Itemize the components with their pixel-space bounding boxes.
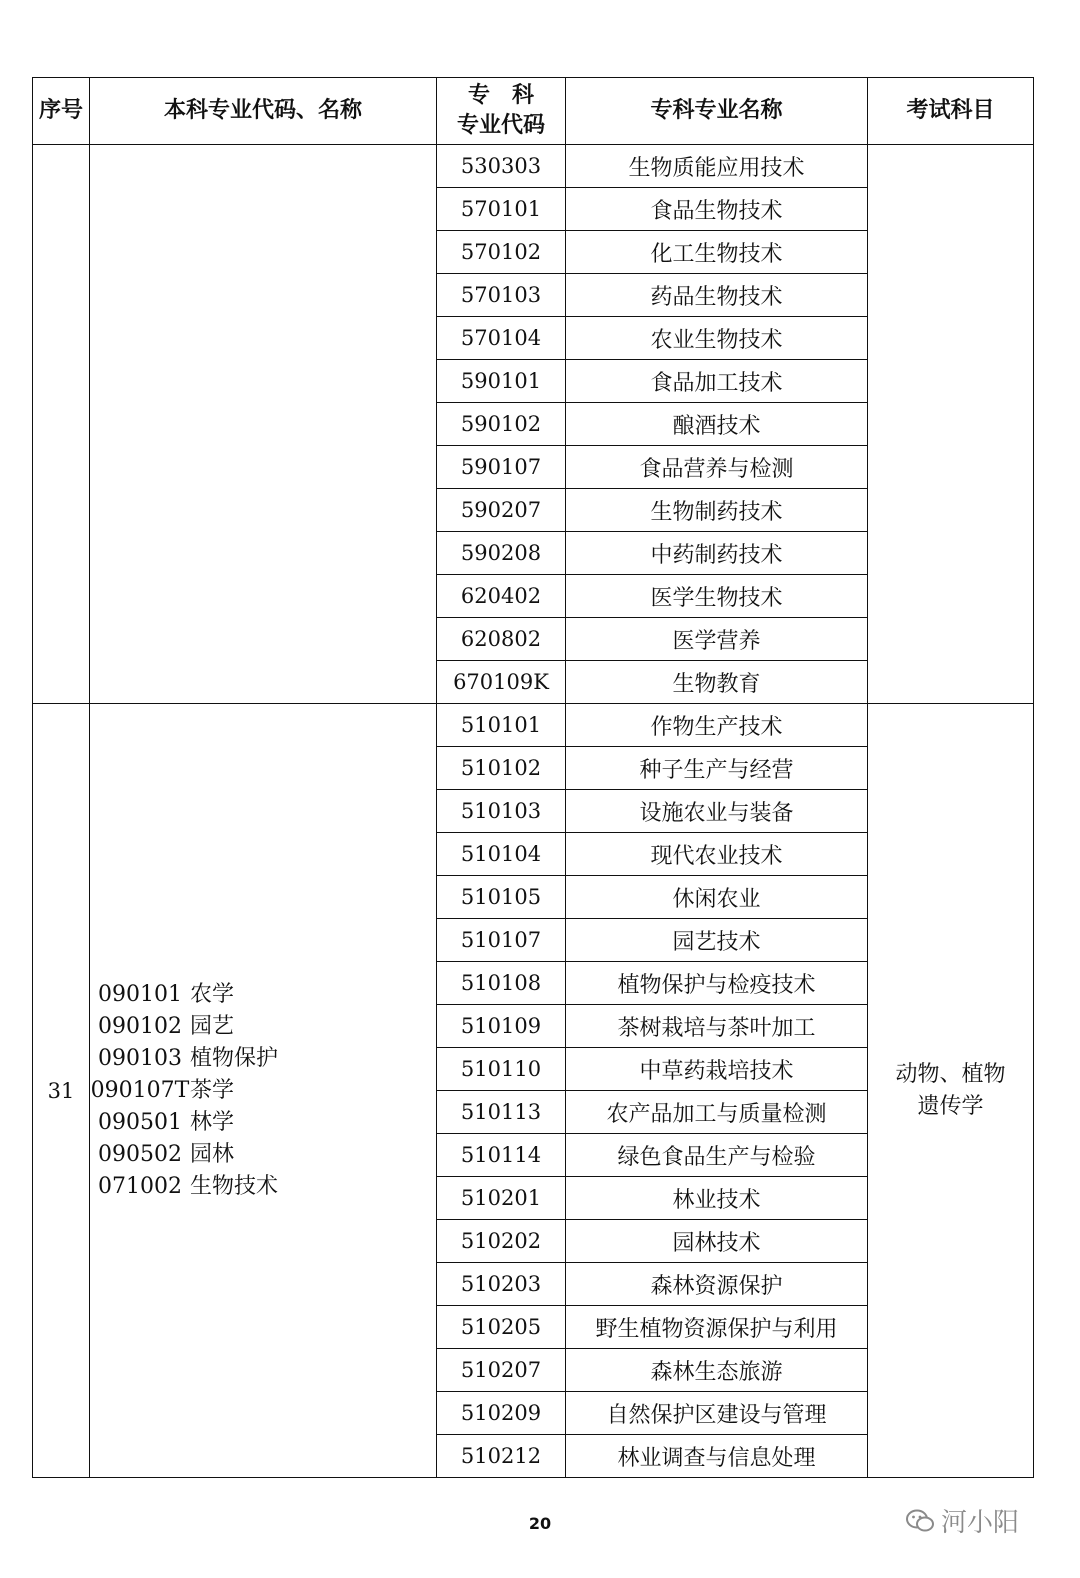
bk-major-item xyxy=(90,1107,436,1139)
zk-code-cell: 510113 xyxy=(437,1091,566,1134)
zk-code-cell: 510202 xyxy=(437,1220,566,1263)
zk-code-cell: 510110 xyxy=(437,1048,566,1091)
zk-name-cell: 种子生产与经营 xyxy=(566,747,868,790)
bk-major-name: 林学 xyxy=(190,1109,235,1135)
zk-name-cell: 林业技术 xyxy=(566,1177,868,1220)
zk-code-cell: 670109K xyxy=(437,661,566,704)
bk-major-item xyxy=(90,979,436,1011)
zk-name-cell: 酿酒技术 xyxy=(566,403,868,446)
exam-cell xyxy=(868,145,1034,704)
header-zk-code xyxy=(437,78,566,145)
zk-code-cell: 510201 xyxy=(437,1177,566,1220)
bk-major-item xyxy=(90,1139,436,1171)
bk-major-name: 植物保护 xyxy=(190,1045,279,1071)
zk-code-cell: 590208 xyxy=(437,532,566,575)
zk-name-cell: 设施农业与装备 xyxy=(566,790,868,833)
zk-code-cell: 570102 xyxy=(437,231,566,274)
zk-code-cell: 590107 xyxy=(437,446,566,489)
bk-cell xyxy=(90,704,437,1478)
zk-name-cell: 中草药栽培技术 xyxy=(566,1048,868,1091)
zk-code-cell: 620802 xyxy=(437,618,566,661)
zk-code-cell: 620402 xyxy=(437,575,566,618)
zk-name-cell: 食品加工技术 xyxy=(566,360,868,403)
zk-code-cell: 590102 xyxy=(437,403,566,446)
zk-name-cell: 现代农业技术 xyxy=(566,833,868,876)
watermark xyxy=(905,1502,1019,1539)
zk-name-cell: 农产品加工与质量检测 xyxy=(566,1091,868,1134)
zk-name-cell: 生物制药技术 xyxy=(566,489,868,532)
zk-name-cell: 休闲农业 xyxy=(566,876,868,919)
zk-code-cell: 510109 xyxy=(437,1005,566,1048)
zk-name-cell: 农业生物技术 xyxy=(566,317,868,360)
seq-cell xyxy=(33,145,90,704)
header-exam: 考试科目 xyxy=(868,78,1034,145)
watermark-text: 河小阳 xyxy=(941,1508,1020,1538)
table-row xyxy=(33,145,1034,188)
bk-major-code: 090103 xyxy=(98,1045,182,1071)
zk-code-cell: 510108 xyxy=(437,962,566,1005)
zk-name-cell: 食品营养与检测 xyxy=(566,446,868,489)
bk-major-name: 茶学 xyxy=(190,1077,235,1103)
zk-code-cell: 590207 xyxy=(437,489,566,532)
zk-code-cell: 510104 xyxy=(437,833,566,876)
bk-major-name: 园艺 xyxy=(190,1013,235,1039)
zk-name-cell: 医学生物技术 xyxy=(566,575,868,618)
bk-major-code: 090502 xyxy=(98,1141,182,1167)
zk-name-cell: 绿色食品生产与检验 xyxy=(566,1134,868,1177)
bk-major-code: 090102 xyxy=(98,1013,182,1039)
zk-name-cell: 自然保护区建设与管理 xyxy=(566,1392,868,1435)
zk-name-cell: 森林生态旅游 xyxy=(566,1349,868,1392)
header-zk-code-line1: 专 科 xyxy=(467,83,534,108)
zk-name-cell: 中药制药技术 xyxy=(566,532,868,575)
zk-name-cell: 森林资源保护 xyxy=(566,1263,868,1306)
zk-name-cell: 生物质能应用技术 xyxy=(566,145,868,188)
zk-name-cell: 作物生产技术 xyxy=(566,704,868,747)
bk-major-code: 071002 xyxy=(98,1173,182,1199)
zk-name-cell: 园林技术 xyxy=(566,1220,868,1263)
zk-code-cell: 510105 xyxy=(437,876,566,919)
zk-code-cell: 510207 xyxy=(437,1349,566,1392)
exam-line2: 遗传学 xyxy=(917,1093,984,1119)
bk-major-name: 园林 xyxy=(190,1141,235,1167)
zk-code-cell: 510203 xyxy=(437,1263,566,1306)
zk-name-cell: 林业调查与信息处理 xyxy=(566,1435,868,1478)
zk-code-cell: 590101 xyxy=(437,360,566,403)
zk-code-cell: 570104 xyxy=(437,317,566,360)
zk-code-cell: 570101 xyxy=(437,188,566,231)
zk-code-cell: 510212 xyxy=(437,1435,566,1478)
zk-name-cell: 食品生物技术 xyxy=(566,188,868,231)
zk-code-cell: 510102 xyxy=(437,747,566,790)
zk-code-cell: 510103 xyxy=(437,790,566,833)
bk-major-name: 农学 xyxy=(190,981,235,1007)
zk-name-cell: 植物保护与检疫技术 xyxy=(566,962,868,1005)
header-seq: 序号 xyxy=(33,78,90,145)
bk-major-name: 生物技术 xyxy=(190,1173,279,1199)
zk-code-cell: 510114 xyxy=(437,1134,566,1177)
bk-major-item xyxy=(90,1043,436,1075)
bk-major-code: 090501 xyxy=(98,1109,182,1135)
bk-major-item xyxy=(90,1075,436,1107)
bk-major-item xyxy=(90,1011,436,1043)
zk-name-cell: 园艺技术 xyxy=(566,919,868,962)
zk-code-cell: 570103 xyxy=(437,274,566,317)
zk-name-cell: 医学营养 xyxy=(566,618,868,661)
zk-code-cell: 510205 xyxy=(437,1306,566,1349)
seq-cell: 31 xyxy=(33,704,90,1478)
zk-code-cell: 510107 xyxy=(437,919,566,962)
zk-name-cell: 药品生物技术 xyxy=(566,274,868,317)
header-bk: 本科专业代码、名称 xyxy=(90,78,437,145)
header-zk-code-line2: 专业代码 xyxy=(456,113,545,138)
page-number: 20 xyxy=(528,1514,552,1533)
zk-name-cell: 生物教育 xyxy=(566,661,868,704)
header-zk-name: 专科专业名称 xyxy=(566,78,868,145)
wechat-icon xyxy=(905,1508,935,1534)
exam-line1: 动物、植物 xyxy=(895,1061,1006,1087)
majors-table xyxy=(32,77,1034,1478)
zk-code-cell: 510101 xyxy=(437,704,566,747)
header-row xyxy=(33,78,1034,145)
bk-major-code: 090101 xyxy=(98,981,182,1007)
bk-major-code: 090107T xyxy=(90,1077,190,1103)
zk-name-cell: 野生植物资源保护与利用 xyxy=(566,1306,868,1349)
zk-code-cell: 510209 xyxy=(437,1392,566,1435)
table-row xyxy=(33,704,1034,747)
bk-major-item xyxy=(90,1171,436,1203)
zk-name-cell: 茶树栽培与茶叶加工 xyxy=(566,1005,868,1048)
bk-cell xyxy=(90,145,437,704)
zk-name-cell: 化工生物技术 xyxy=(566,231,868,274)
exam-cell xyxy=(868,704,1034,1478)
zk-code-cell: 530303 xyxy=(437,145,566,188)
